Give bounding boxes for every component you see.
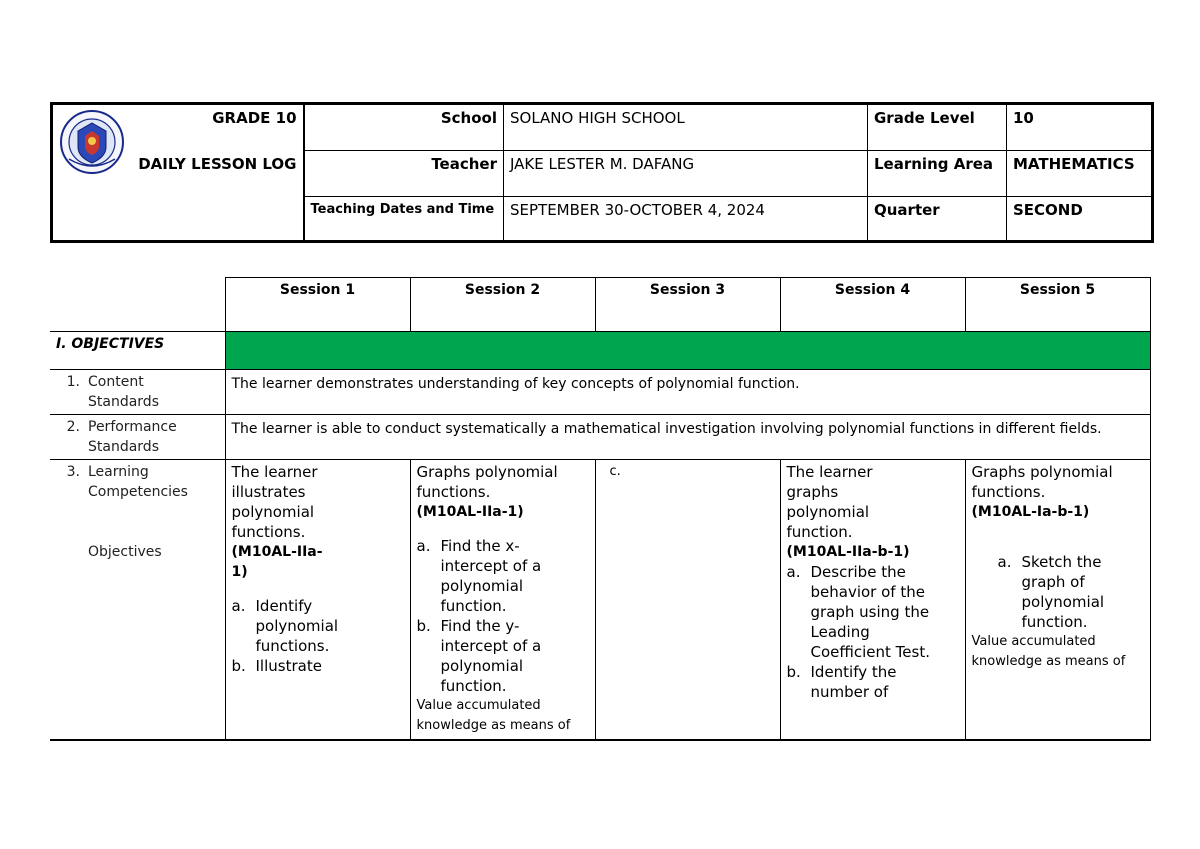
list-letter: a. xyxy=(231,597,246,615)
list-text: Identify the number of xyxy=(810,663,897,701)
list-letter: b. xyxy=(786,663,801,681)
quarter-label: Quarter xyxy=(868,196,1007,241)
grade-level-value: 10 xyxy=(1007,104,1153,151)
session-1-competency-text: The learner illustrates polynomial functions. xyxy=(231,463,318,541)
session-1-competency xyxy=(225,460,410,740)
content-standards-label-cell xyxy=(50,370,225,415)
list-letter: b. xyxy=(231,657,246,675)
objectives-title-cell xyxy=(50,332,225,370)
session-2-competency-text: Graphs polynomial functions. xyxy=(416,463,558,501)
session-4-competency-text: The learner graphs polynomial function. xyxy=(786,463,873,541)
learning-competencies-label: Learning Competencies xyxy=(88,464,188,500)
session-5-code: (M10AL-Ia-b-1) xyxy=(971,504,1090,520)
list-text: Identify polynomial functions. xyxy=(255,597,339,655)
objectives-sub-label: Objectives xyxy=(88,544,162,560)
objectives-row xyxy=(50,332,1150,370)
teacher-value: JAKE LESTER M. DAFANG xyxy=(504,151,868,196)
daily-lesson-log-title: DAILY LESSON LOG xyxy=(138,155,297,173)
list-item xyxy=(232,656,362,676)
corner-cell xyxy=(50,278,225,332)
session-2-competency xyxy=(410,460,595,740)
session-4-code: (M10AL-IIa-b-1) xyxy=(786,544,910,560)
list-text: Describe the behavior of the graph using the Leading Coefficient Test. xyxy=(810,563,930,661)
list-letter: a. xyxy=(997,553,1012,571)
content-standards-number: 1. xyxy=(66,374,80,390)
list-letter: b. xyxy=(416,617,431,635)
session-4-competency xyxy=(780,460,965,740)
content-standards-label: Content Standards xyxy=(88,374,159,410)
session-header-row xyxy=(50,278,1150,332)
list-item xyxy=(787,562,937,662)
session-3-competency xyxy=(595,460,780,740)
teaching-dates-label: Teaching Dates and Time xyxy=(304,196,504,241)
performance-standards-row xyxy=(50,415,1150,460)
list-item xyxy=(232,596,362,656)
list-letter: a. xyxy=(416,537,431,555)
session-2-value-text: Value accumulated knowledge as means of xyxy=(416,698,571,733)
session-3-competency-text: c. xyxy=(609,464,621,479)
learning-competencies-number: 3. xyxy=(66,464,80,480)
session-2-code: (M10AL-IIa-1) xyxy=(416,504,524,520)
list-text: Find the y-intercept of a polynomial function. xyxy=(440,617,542,695)
list-letter: a. xyxy=(786,563,801,581)
list-item xyxy=(998,552,1108,632)
school-label: School xyxy=(304,104,504,151)
performance-standards-label-cell xyxy=(50,415,225,460)
grade-title: GRADE 10 xyxy=(212,109,297,127)
session-5-competency-text: Graphs polynomial functions. xyxy=(971,463,1113,501)
teacher-label: Teacher xyxy=(304,151,504,196)
content-standards-text: The learner demonstrates understanding of key concepts of polynomial function. xyxy=(225,370,1150,415)
objectives-table xyxy=(50,277,1151,741)
session-1-header: Session 1 xyxy=(225,278,410,332)
grade-level-label: Grade Level xyxy=(868,104,1007,151)
objectives-green-band xyxy=(225,332,1150,370)
list-text: Find the x-intercept of a polynomial function. xyxy=(440,537,542,615)
list-item xyxy=(417,616,567,696)
session-5-header: Session 5 xyxy=(965,278,1150,332)
session-2-header: Session 2 xyxy=(410,278,595,332)
list-text: Sketch the graph of polynomial function. xyxy=(1021,553,1105,631)
session-1-code: (M10AL-IIa-1) xyxy=(231,544,323,580)
quarter-value: SECOND xyxy=(1007,196,1153,241)
teaching-dates-value: SEPTEMBER 30-OCTOBER 4, 2024 xyxy=(504,196,868,241)
session-3-header: Session 3 xyxy=(595,278,780,332)
learning-competencies-label-cell xyxy=(50,460,225,740)
learning-competencies-row xyxy=(50,460,1150,740)
content-standards-row xyxy=(50,370,1150,415)
learning-area-value: MATHEMATICS xyxy=(1007,151,1153,196)
objectives-title: I. OBJECTIVES xyxy=(56,336,165,352)
performance-standards-label: Performance Standards xyxy=(88,419,177,455)
performance-standards-text: The learner is able to conduct systematically a mathematical investigation involving polynomial functions in different fields. xyxy=(225,415,1150,460)
learning-area-label: Learning Area xyxy=(868,151,1007,196)
header-logo-cell xyxy=(52,104,304,242)
header-table xyxy=(50,102,1154,243)
list-item xyxy=(787,662,937,702)
list-item xyxy=(417,536,567,616)
session-4-header: Session 4 xyxy=(780,278,965,332)
deped-seal-icon xyxy=(59,109,125,175)
performance-standards-number: 2. xyxy=(66,419,80,435)
session-5-competency xyxy=(965,460,1150,740)
school-value: SOLANO HIGH SCHOOL xyxy=(504,104,868,151)
session-5-value-text: Value accumulated knowledge as means of xyxy=(971,634,1126,669)
list-text: Illustrate xyxy=(255,657,322,675)
